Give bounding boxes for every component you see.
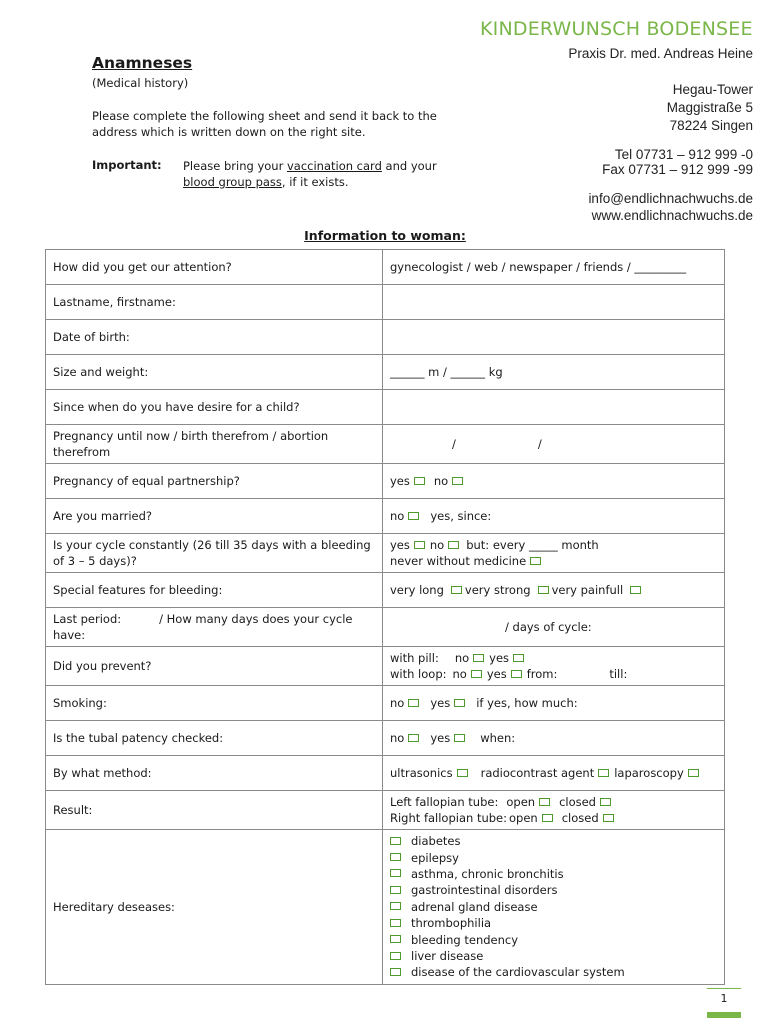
tubal-no-label: no (390, 731, 405, 745)
answer-name-field[interactable] (383, 285, 725, 320)
bleeding-painful-label: very painfull (551, 583, 624, 597)
answer-hereditary (383, 830, 725, 985)
instruction-text: Please complete the following sheet and send it back to the address which is written down on the right site. (92, 109, 437, 139)
table-row (46, 464, 725, 499)
answer-result (383, 791, 725, 830)
answer-bleeding (383, 573, 725, 608)
address-line-2: Maggistraße 5 (666, 100, 753, 115)
web-link[interactable]: www.endlichnachwuchs.de (591, 208, 753, 223)
married-no-label: no (390, 509, 405, 523)
smoking-yes-checkbox[interactable] (454, 699, 465, 707)
gastrointestinal-checkbox[interactable] (390, 886, 401, 894)
prevent-pill-label: with pill: (390, 651, 439, 665)
result-left-label: Left fallopian tube: (390, 795, 499, 809)
section-title-text: Information to woman: (304, 228, 466, 243)
vaccination-card-text: vaccination card (286, 159, 382, 173)
smoking-no-checkbox[interactable] (408, 699, 419, 707)
cycle-never-label: never without medicine (390, 554, 527, 568)
question-smoking: Smoking: (46, 686, 383, 721)
loop-yes-checkbox[interactable] (511, 670, 522, 678)
question-hereditary: Hereditary deseases: (46, 830, 383, 985)
page-subtitle: (Medical history) (92, 76, 189, 90)
tubal-yes-checkbox[interactable] (454, 734, 465, 742)
hereditary-item-label: diabetes (411, 834, 461, 849)
loop-till-label: till: (609, 667, 628, 681)
thrombophilia-checkbox[interactable] (390, 919, 401, 927)
prevent-loop-label: with loop: (390, 667, 447, 681)
pregnancy-sep-2: / (537, 437, 542, 451)
left-open-checkbox[interactable] (539, 798, 550, 806)
bleeding-long-label: very long (390, 583, 444, 597)
married-no-checkbox[interactable] (408, 512, 419, 520)
table-row (46, 320, 725, 355)
bleeding-strong-label: very strong (464, 583, 531, 597)
method-lap-checkbox[interactable] (688, 769, 699, 777)
question-cycle: Is your cycle constantly (26 till 35 days with a bleeding of 3 – 5 days)? (46, 534, 383, 573)
important-post: , if it exists. (281, 175, 349, 189)
hereditary-item-label: gastrointestinal disorders (411, 883, 558, 898)
tubal-no-checkbox[interactable] (408, 734, 419, 742)
question-name: Lastname, firstname: (46, 285, 383, 320)
list-item (390, 964, 717, 980)
result-right-label: Right fallopian tube: (390, 811, 507, 825)
medical-history-form (45, 249, 725, 985)
list-item (390, 932, 717, 948)
method-ultra-label: ultrasonics (390, 766, 453, 780)
hereditary-item-label: liver disease (411, 949, 484, 964)
table-row (46, 285, 725, 320)
question-married: Are you married? (46, 499, 383, 534)
tel: Tel 07731 – 912 999 -0 (614, 147, 753, 162)
bleeding-long-checkbox[interactable] (451, 586, 462, 594)
loop-from-label: from: (526, 667, 558, 681)
right-closed-checkbox[interactable] (603, 814, 614, 822)
table-row (46, 425, 725, 464)
list-item (390, 866, 717, 882)
smoking-yes-label: yes (430, 696, 451, 710)
list-item (390, 833, 717, 849)
adrenal-checkbox[interactable] (390, 902, 401, 910)
important-label: Important: (92, 158, 162, 172)
period-label: Last period: (53, 612, 122, 626)
question-size: Size and weight: (46, 355, 383, 390)
hereditary-item-label: adrenal gland disease (411, 899, 538, 914)
partnership-yes-checkbox[interactable] (414, 477, 425, 485)
brand-logo (480, 18, 753, 40)
blood-group-pass-text: blood group pass (183, 175, 282, 189)
answer-method (383, 756, 725, 791)
method-radio-label: radiocontrast agent (480, 766, 595, 780)
pill-yes-checkbox[interactable] (513, 654, 524, 662)
right-open-label: open (509, 811, 538, 825)
praxis-name: Praxis Dr. med. Andreas Heine (568, 46, 753, 61)
cardiovascular-checkbox[interactable] (390, 968, 401, 976)
left-closed-checkbox[interactable] (600, 798, 611, 806)
bleeding-tendency-checkbox[interactable] (390, 935, 401, 943)
asthma-checkbox[interactable] (390, 869, 401, 877)
answer-pregnancy-field[interactable] (383, 425, 725, 464)
method-lap-label: laparoscopy (614, 766, 684, 780)
answer-prevent (383, 647, 725, 686)
tubal-yes-label: yes (430, 731, 451, 745)
pregnancy-sep-1: / (452, 437, 456, 451)
table-row (46, 608, 725, 647)
hereditary-list (390, 833, 717, 981)
answer-married (383, 499, 725, 534)
page-number-divider (707, 988, 741, 989)
bleeding-strong-checkbox[interactable] (538, 586, 549, 594)
method-ultra-checkbox[interactable] (457, 769, 468, 777)
liver-disease-checkbox[interactable] (390, 952, 401, 960)
important-mid: and your (381, 159, 437, 173)
bleeding-painful-checkbox[interactable] (630, 586, 641, 594)
address-line-3: 78224 Singen (669, 118, 753, 133)
page-footer-bar (707, 1012, 741, 1018)
hereditary-item-label: epilepsy (411, 850, 459, 865)
question-prevent: Did you prevent? (46, 647, 383, 686)
question-pregnancy: Pregnancy until now / birth therefrom / abortion therefrom (46, 425, 383, 464)
page-title: Anamneses (92, 54, 193, 72)
question-partnership: Pregnancy of equal partnership? (46, 464, 383, 499)
table-row (46, 250, 725, 285)
cycle-yes-checkbox[interactable] (414, 541, 425, 549)
question-dob: Date of birth: (46, 320, 383, 355)
email-link[interactable]: info@endlichnachwuchs.de (588, 191, 753, 206)
hereditary-item-label: thrombophilia (411, 916, 492, 931)
list-item (390, 882, 717, 898)
right-closed-label: closed (561, 811, 599, 825)
method-radio-checkbox[interactable] (598, 769, 609, 777)
smoking-much-label: if yes, how much: (476, 696, 578, 710)
epilepsy-checkbox[interactable] (390, 853, 401, 861)
question-desire: Since when do you have desire for a child? (46, 390, 383, 425)
section-title (0, 228, 770, 243)
question-attention: How did you get our attention? (46, 250, 383, 285)
partnership-yes-label: yes (390, 474, 410, 488)
table-row (46, 390, 725, 425)
list-item (390, 850, 717, 866)
tubal-when-label: when: (480, 731, 516, 745)
question-period (46, 608, 383, 647)
right-open-checkbox[interactable] (542, 814, 553, 822)
table-row (46, 573, 725, 608)
address-line-1: Hegau-Tower (672, 82, 753, 97)
table-row (46, 686, 725, 721)
partnership-no-checkbox[interactable] (452, 477, 463, 485)
important-pre: Please bring your (183, 159, 287, 173)
answer-partnership (383, 464, 725, 499)
loop-yes-label: yes (486, 667, 507, 681)
pill-no-label: no (454, 651, 470, 665)
answer-size-field[interactable]: ______ m / ______ kg (383, 355, 725, 390)
question-method: By what method: (46, 756, 383, 791)
cycle-yes-label: yes (390, 538, 410, 552)
answer-period-field[interactable] (383, 608, 725, 647)
left-open-label: open (506, 795, 536, 809)
cycle-no-checkbox[interactable] (448, 541, 459, 549)
table-row (46, 721, 725, 756)
answer-dob-field[interactable] (383, 320, 725, 355)
answer-desire-field[interactable] (383, 390, 725, 425)
period-days-label: / days of cycle: (505, 620, 592, 634)
table-row (46, 534, 725, 573)
question-bleeding: Special features for bleeding: (46, 573, 383, 608)
important-text (183, 158, 458, 190)
married-yes-label: yes, since: (430, 509, 492, 523)
list-item (390, 899, 717, 915)
answer-tubal (383, 721, 725, 756)
question-tubal: Is the tubal patency checked: (46, 721, 383, 756)
table-row (46, 830, 725, 985)
list-item (390, 948, 717, 964)
brand-bold: KINDERWUNSCH (480, 18, 641, 40)
period-cycle-label: / How many days does your cycle (159, 612, 353, 626)
page-number: 1 (720, 992, 728, 1005)
loop-no-checkbox[interactable] (471, 670, 482, 678)
cycle-no-label: no (429, 538, 445, 552)
table-row (46, 499, 725, 534)
answer-smoking (383, 686, 725, 721)
question-result: Result: (46, 791, 383, 830)
list-item (390, 915, 717, 931)
loop-no-label: no (452, 667, 467, 681)
pill-yes-label: yes (489, 651, 510, 665)
brand-light: BODENSEE (646, 18, 753, 40)
answer-attention[interactable]: gynecologist / web / newspaper / friends / _________ (383, 250, 725, 285)
partnership-no-label: no (433, 474, 449, 488)
pill-no-checkbox[interactable] (473, 654, 484, 662)
table-row (46, 791, 725, 830)
left-closed-label: closed (559, 795, 596, 809)
diabetes-checkbox[interactable] (390, 837, 401, 845)
period-have-label: have: (53, 628, 86, 642)
cycle-never-checkbox[interactable] (530, 557, 541, 565)
table-row (46, 355, 725, 390)
hereditary-item-label: asthma, chronic bronchitis (411, 866, 564, 881)
answer-cycle (383, 534, 725, 573)
table-row (46, 756, 725, 791)
hereditary-item-label: bleeding tendency (411, 932, 519, 947)
fax: Fax 07731 – 912 999 -99 (602, 162, 753, 177)
table-row (46, 647, 725, 686)
hereditary-item-label: disease of the cardiovascular system (411, 965, 625, 980)
cycle-but-label: but: every _____ month (466, 538, 599, 552)
smoking-no-label: no (390, 696, 405, 710)
